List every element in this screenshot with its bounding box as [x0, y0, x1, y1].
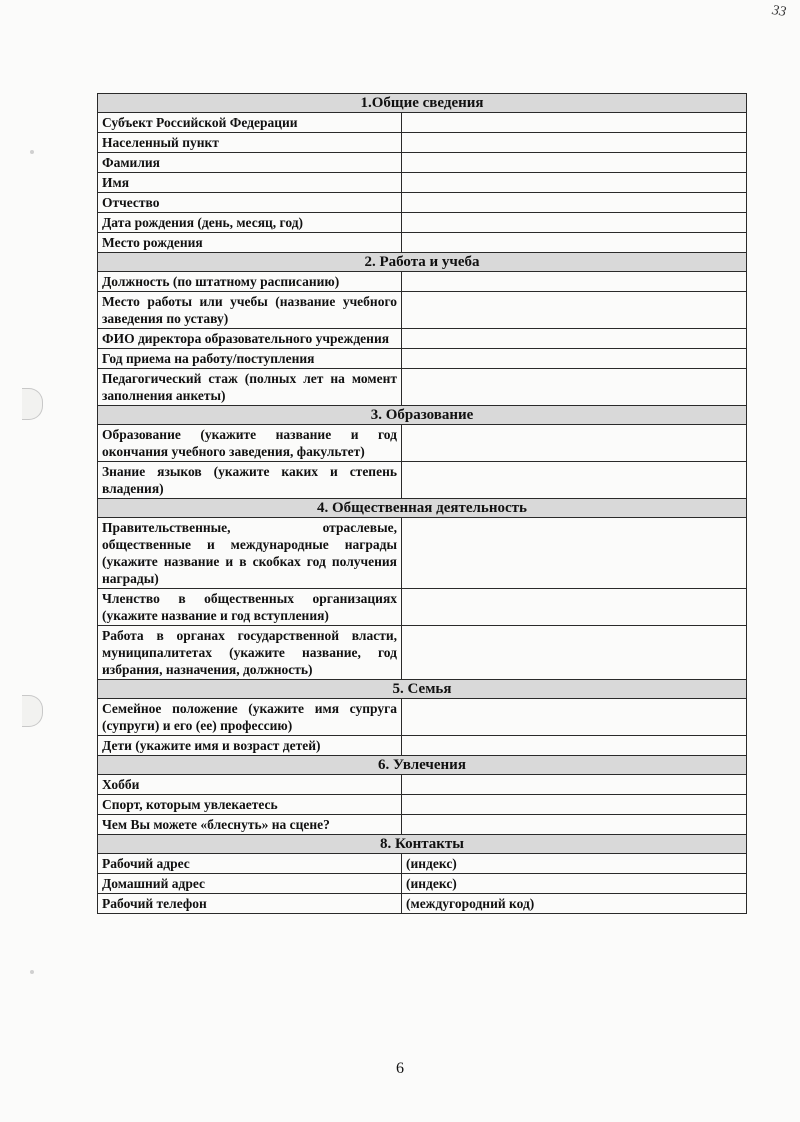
scan-speck: [30, 970, 34, 974]
field-label: Рабочий телефон: [98, 894, 402, 914]
field-value-cell[interactable]: [402, 462, 747, 499]
field-value-cell[interactable]: [402, 133, 747, 153]
field-label: ФИО директора образовательного учреждения: [98, 329, 402, 349]
section-header-row: [98, 253, 747, 272]
field-value-cell[interactable]: [402, 795, 747, 815]
field-value-cell[interactable]: [402, 329, 747, 349]
field-label: Рабочий адрес: [98, 854, 402, 874]
section-title: 1.Общие сведения: [98, 94, 747, 113]
form-row: [98, 815, 747, 835]
field-label: Знание языков (укажите каких и степень владения): [98, 462, 402, 499]
field-value-cell[interactable]: [402, 213, 747, 233]
field-value-cell[interactable]: [402, 425, 747, 462]
field-value-cell[interactable]: [402, 589, 747, 626]
handwritten-page-mark: 33: [771, 3, 788, 20]
section-title: 8. Контакты: [98, 835, 747, 854]
form-row: [98, 795, 747, 815]
field-value-cell[interactable]: [402, 736, 747, 756]
form-row: [98, 329, 747, 349]
field-value-cell[interactable]: [402, 272, 747, 292]
field-value-cell[interactable]: [402, 815, 747, 835]
field-label: Чем Вы можете «блеснуть» на сцене?: [98, 815, 402, 835]
field-label: Домашний адрес: [98, 874, 402, 894]
field-value-cell[interactable]: (индекс): [402, 854, 747, 874]
form-row: [98, 133, 747, 153]
form-row: [98, 874, 747, 894]
form-row: [98, 173, 747, 193]
field-value-cell[interactable]: [402, 113, 747, 133]
section-title: 3. Образование: [98, 406, 747, 425]
section-title: 2. Работа и учеба: [98, 253, 747, 272]
section-header-row: [98, 406, 747, 425]
field-label: Хобби: [98, 775, 402, 795]
field-value-cell[interactable]: (междугородний код): [402, 894, 747, 914]
form-row: [98, 272, 747, 292]
form-row: [98, 193, 747, 213]
field-value-cell[interactable]: [402, 233, 747, 253]
form-row: [98, 292, 747, 329]
field-label: Имя: [98, 173, 402, 193]
punch-hole: [22, 388, 43, 420]
form-row: [98, 153, 747, 173]
field-label: Фамилия: [98, 153, 402, 173]
punch-hole: [22, 695, 43, 727]
field-label: Отчество: [98, 193, 402, 213]
field-value-cell[interactable]: [402, 153, 747, 173]
field-value-cell[interactable]: [402, 349, 747, 369]
field-value-cell[interactable]: [402, 518, 747, 589]
form-row: [98, 233, 747, 253]
field-label: Работа в органах государственной власти, муниципалитетах (укажите название, год избрания, назначения, должность): [98, 626, 402, 680]
section-header-row: [98, 680, 747, 699]
field-value-cell[interactable]: [402, 173, 747, 193]
form-row: [98, 462, 747, 499]
field-value-cell[interactable]: [402, 369, 747, 406]
field-label: Образование (укажите название и год окончания учебного заведения, факультет): [98, 425, 402, 462]
form-row: [98, 213, 747, 233]
form-row: [98, 736, 747, 756]
field-label: Место рождения: [98, 233, 402, 253]
form-row: [98, 699, 747, 736]
field-value-cell[interactable]: [402, 292, 747, 329]
section-header-row: [98, 756, 747, 775]
field-label: Год приема на работу/поступления: [98, 349, 402, 369]
field-value-cell[interactable]: [402, 775, 747, 795]
field-label: Членство в общественных организациях (укажите название и год вступления): [98, 589, 402, 626]
field-label: Дата рождения (день, месяц, год): [98, 213, 402, 233]
field-value-cell[interactable]: [402, 699, 747, 736]
questionnaire-table: [97, 93, 747, 914]
field-value-cell[interactable]: [402, 193, 747, 213]
field-label: Педагогический стаж (полных лет на момент заполнения анкеты): [98, 369, 402, 406]
section-header-row: [98, 835, 747, 854]
field-label: Субъект Российской Федерации: [98, 113, 402, 133]
section-title: 6. Увлечения: [98, 756, 747, 775]
section-header-row: [98, 94, 747, 113]
section-header-row: [98, 499, 747, 518]
form-row: [98, 894, 747, 914]
section-title: 4. Общественная деятельность: [98, 499, 747, 518]
form-row: [98, 425, 747, 462]
field-value-cell[interactable]: [402, 626, 747, 680]
scan-speck: [30, 150, 34, 154]
field-label: Дети (укажите имя и возраст детей): [98, 736, 402, 756]
field-label: Должность (по штатному расписанию): [98, 272, 402, 292]
field-label: Семейное положение (укажите имя супруга (супруги) и его (ее) профессию): [98, 699, 402, 736]
form-row: [98, 775, 747, 795]
form-row: [98, 518, 747, 589]
form-row: [98, 349, 747, 369]
field-value-cell[interactable]: (индекс): [402, 874, 747, 894]
page-number: 6: [396, 1060, 404, 1077]
field-label: Спорт, которым увлекаетесь: [98, 795, 402, 815]
field-label: Место работы или учебы (название учебного заведения по уставу): [98, 292, 402, 329]
field-label: Населенный пункт: [98, 133, 402, 153]
form-row: [98, 854, 747, 874]
section-title: 5. Семья: [98, 680, 747, 699]
form-row: [98, 113, 747, 133]
form-row: [98, 626, 747, 680]
field-label: Правительственные, отраслевые, общественные и международные награды (укажите название и в скобках год получения награды): [98, 518, 402, 589]
form-row: [98, 589, 747, 626]
form-row: [98, 369, 747, 406]
